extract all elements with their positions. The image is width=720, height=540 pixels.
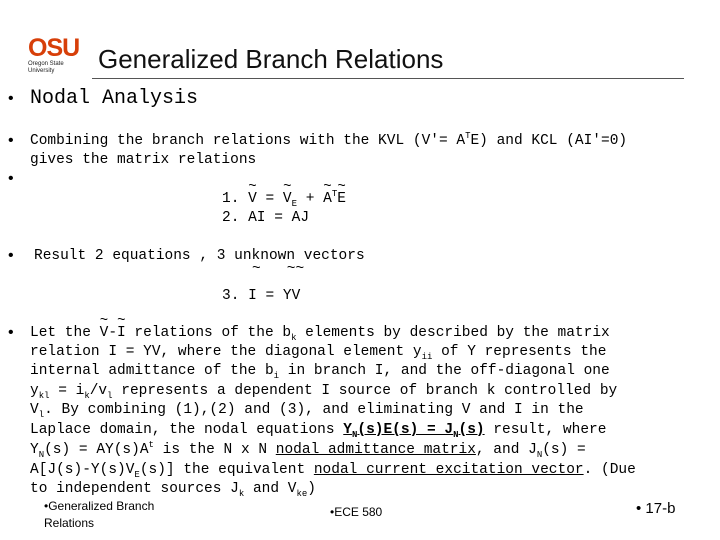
section-heading: Nodal Analysis — [30, 87, 199, 110]
slide-number: • 17-b — [636, 500, 676, 517]
equation-3: 3. I = YV — [222, 288, 301, 304]
logo-subtitle: Oregon State University — [28, 61, 64, 74]
tilde-marks: ~ ~~ — [252, 261, 305, 277]
footer-title — [44, 498, 154, 532]
footer-title-line1: •Generalized Branch — [44, 499, 155, 513]
text-line: $V_l$. By combining (1),(2) and (3), and eliminating V and I in the — [30, 402, 584, 420]
bullet-icon: • — [8, 90, 14, 107]
bullet-icon: • — [8, 247, 14, 264]
text-line: $Y_N(s) = AY(s)A^t$ is the N x N nodal admittance matrix, and $J_N(s)$ = — [30, 440, 586, 460]
equation-2: 2. AI = AJ — [222, 210, 310, 226]
bullet-icon: • — [8, 324, 14, 341]
text-line: relation I = YV, where the diagonal element $y_{ii}$ of Y represents the — [30, 344, 607, 362]
footer-title-line2: Relations — [44, 516, 95, 530]
text-line: to independent sources $J_k$ and $V_{ke}$) — [30, 481, 316, 499]
text-line: Result 2 equations , 3 unknown vectors — [34, 248, 365, 264]
text-line: Laplace domain, the nodal equations $Y_N(s)E(s) = J_N(s)$ result, where — [30, 422, 607, 440]
text-line: gives the matrix relations — [30, 152, 257, 168]
text-line: Let the ~ V-~ I relations of the $b_k$ elements by described by the matrix — [30, 324, 610, 344]
equation-1: 1. ~ V = ~ $V_E$ + ~ $A^T\sim$ E — [222, 190, 346, 210]
text-line: Combining the branch relations with the KVL $(V'= A^TE)$ and KCL (AI′=0) — [30, 131, 628, 149]
title-divider — [92, 78, 684, 79]
text-line: $A[J(s)-Y(s)V_E(s)]$ the equivalent nodal current excitation vector. (Due — [30, 462, 636, 480]
text-line: internal admittance of the $b_i$ in branch I, and the off-diagonal one — [30, 363, 610, 381]
text-line: $y_{kl} = i_k/v_l$ represents a dependent I source of branch k controlled by — [30, 383, 618, 401]
bullet-icon: • — [8, 170, 14, 187]
osu-logo — [28, 34, 80, 78]
bullet-icon: • — [8, 132, 14, 149]
logo-text: OSU — [28, 34, 80, 62]
footer-course: •ECE 580 — [330, 505, 383, 519]
slide-title: Generalized Branch Relations — [98, 44, 444, 74]
